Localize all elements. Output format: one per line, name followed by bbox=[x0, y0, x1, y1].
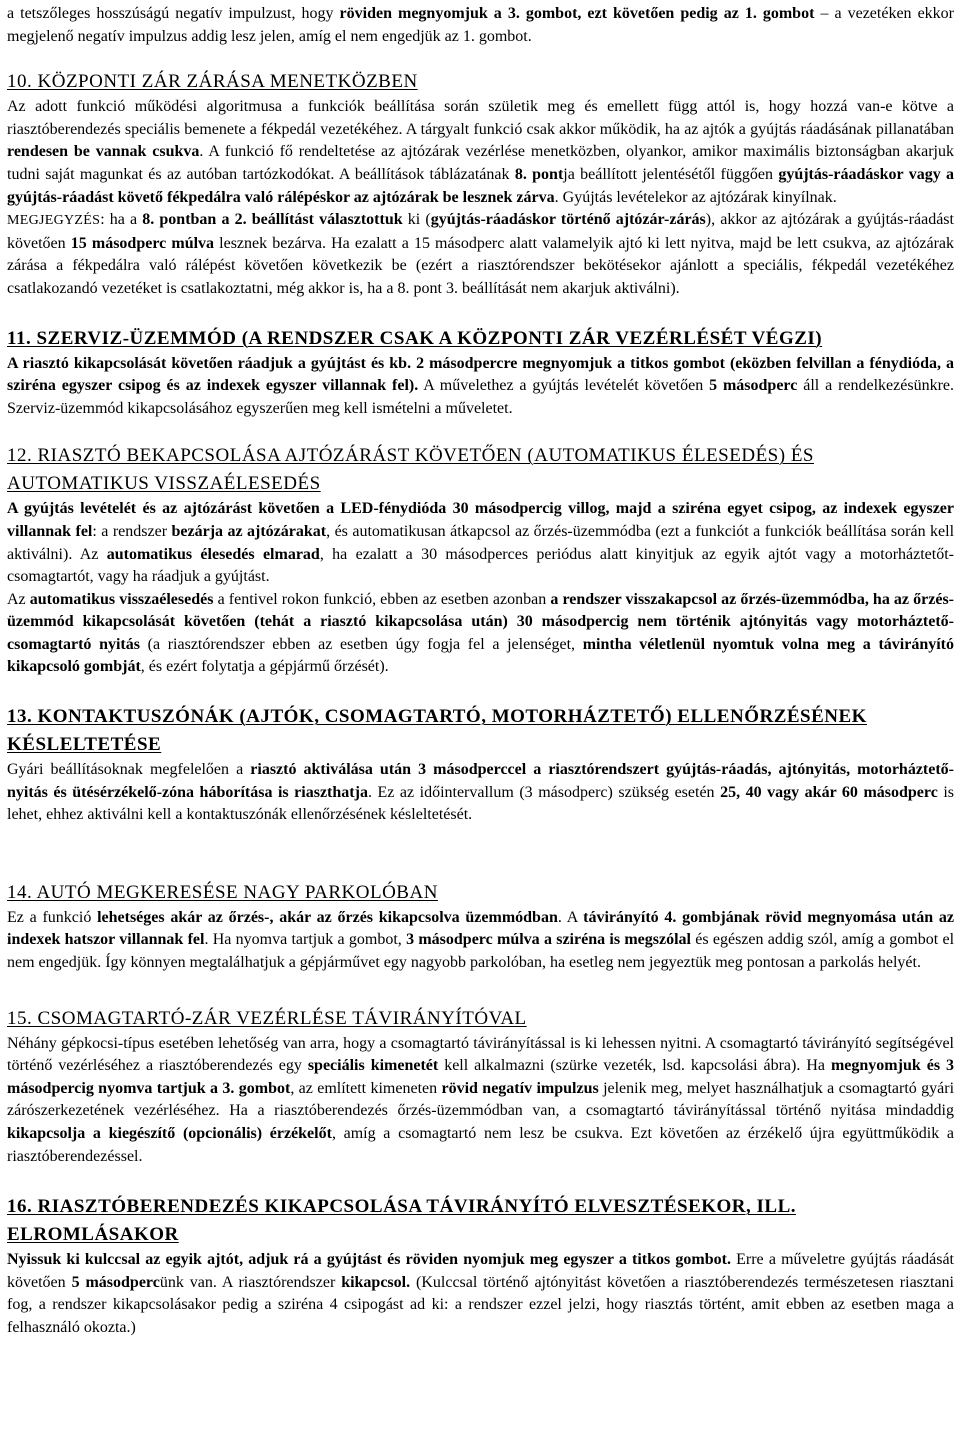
bold-text: lehetséges akár az őrzés-, akár az őrzés kikapcsolva üzemmódban bbox=[97, 908, 558, 926]
section-paragraph bbox=[7, 1033, 954, 1169]
text-run: . A bbox=[557, 908, 584, 926]
bold-text: A riasztó kikapcsolását követően ráadjuk a gyújtást és kb. 2 másodpercre megnyomjuk a titkos gombot (eközben felvillan a fénydióda, a sziréna egyszer csipog és az indexek egyszer villannak fel). bbox=[7, 354, 954, 395]
text-run: Ez a funkció bbox=[7, 908, 98, 926]
bold-text: kikapcsol. bbox=[341, 1273, 411, 1291]
text-run: . Ez az időintervallum (3 másodperc) szükség esetén bbox=[367, 783, 721, 801]
section-16-emergency-disarm bbox=[7, 1193, 954, 1339]
text-run: ki ( bbox=[402, 211, 431, 229]
text-run: a tetszőleges hosszúságú negatív impulzust, hogy bbox=[7, 5, 340, 22]
section-paragraph bbox=[7, 907, 954, 975]
text-run: A művelethez a gyújtás levételét követően bbox=[418, 377, 710, 395]
section-11-service-mode bbox=[7, 325, 954, 421]
section-heading: 11. SZERVIZ-ÜZEMMÓD (A RENDSZER CSAK A KÖZPONTI ZÁR VEZÉRLÉSÉT VÉGZI) bbox=[7, 327, 823, 349]
bold-text: bezárja az ajtózárakat bbox=[171, 522, 327, 540]
text-run: . Gyújtás levételekor az ajtózárak kinyílnak. bbox=[554, 188, 837, 206]
section-paragraph bbox=[7, 353, 954, 421]
text-run: kell alkalmazni (szürke vezeték, lsd. kapcsolási ábra). Ha bbox=[438, 1057, 831, 1075]
section-10-central-lock-while-driving bbox=[7, 68, 954, 300]
bold-text: Nyissuk ki kulccsal az egyik ajtót, adjuk rá a gyújtást és röviden nyomjuk meg egyszer a titkos gombot. bbox=[7, 1251, 731, 1269]
section-heading: 16. RIASZTÓBERENDEZÉS KIKAPCSOLÁSA TÁVIRÁNYÍTÓ ELVESZTÉSEKOR, ILL. ELROMLÁSAKOR bbox=[7, 1196, 797, 1246]
section-heading: 10. KÖZPONTI ZÁR ZÁRÁSA MENETKÖZBEN bbox=[7, 71, 418, 93]
text-run: , ha ezalatt a 30 másodperces periódus alatt kinyitjuk az egyik ajtót vagy a motorháztetőt-csomagtartót, vagy ha ráadjuk a gyújtást. bbox=[7, 545, 955, 586]
text-run: . A funkció fő rendeltetése az ajtózárak vezérlése menetközben, olyankor, amikor maximális biztonságban akarjuk tudni saját magunkat és az autóban tartózkodókat. A beállítások táblázatának bbox=[7, 143, 954, 183]
text-run: jelenik meg, melyet használhatjuk a csomagtartó gyári zárószerkezetének vezérléséhez. Ha a riasztóberendezés őrzés-üzemmódban van, a csomagtartó távirányítással történő nyitása mindaddig bbox=[7, 1079, 955, 1120]
text-run: Erre a műveletre gyújtás ráadását követően bbox=[7, 1251, 954, 1291]
bold-text: 25, 40 vagy akár 60 másodperc bbox=[720, 783, 938, 801]
text-run: Az adott funkció működési algoritmusa a funkciók beállítása során születik meg és emellett függ attól is, hogy hozzá van-e kötve a riasztóberendezés speciális bemenete a fékpedál vezetékéhez. A tárgyalt funkció csak akkor működik, ha az ajtók a gyújtás ráadásának pillanatában bbox=[7, 98, 954, 138]
section-13-contact-zone-delay bbox=[7, 703, 954, 827]
bold-text: távirányító 4. gombjának rövid megnyomása után az indexek hatszor villannak fel bbox=[7, 908, 954, 949]
bold-text: a rendszer visszakapcsol az őrzés-üzemmódba, ha az őrzés-üzemmód kikapcsolását követően (tehát a riasztó kikapcsolása után) 30 másodpercig nem történik ajtónyitás vagy motorháztető-csomagtartó nyitás bbox=[7, 590, 955, 653]
bold-text: kikapcsolja a kiegészítő (opcionális) érzékelőt bbox=[7, 1125, 332, 1142]
text-run: Gyári beállításoknak megfelelően a bbox=[7, 761, 251, 779]
text-run: Néhány gépkocsi-típus esetében lehetőség van arra, hogy a csomagtartó távirányítással is ki lehessen nyitni. A csomagtartó távirányító segítségével történő vezérléséhez a riasztóberendezés egy bbox=[7, 1034, 954, 1075]
bold-text: gyújtás-ráadáskor vagy a gyújtás-ráadást követő fékpedálra való rálépéskor az ajtózárak be lesznek zárva bbox=[7, 165, 955, 206]
section-heading: 12. RIASZTÓ BEKAPCSOLÁSA AJTÓZÁRÁST KÖVETŐEN (AUTOMATIKUS ÉLESEDÉS) ÉS AUTOMATIKUS VISSZAÉLESEDÉS bbox=[7, 445, 814, 495]
text-run: . Ha nyomva tartjuk a gombot, bbox=[204, 931, 407, 949]
text-run: , amíg a csomagtartó nem lesz be csukva. Ezt követően az érzékelő újra együttműködik a riasztóberendezéssel. bbox=[7, 1125, 955, 1165]
text-run: , és automatikusan átkapcsol az őrzés-üzemmódba (ezt a funkciót a funkciók beállítása során kell aktiválni). Az bbox=[7, 522, 955, 563]
text-run: ünk van. A riasztórendszer bbox=[159, 1273, 342, 1291]
section-heading: 15. CSOMAGTARTÓ-ZÁR VEZÉRLÉSE TÁVIRÁNYÍTÓVAL bbox=[7, 1007, 527, 1029]
text-run: lesznek bezárva. Ha ezalatt a 15 másodperc alatt valamelyik ajtó ki lett nyitva, majd be lett csukva, az ajtózárak zárása a fékpedálra való rálépést követően következik be (ezért a riasztórendszer bekötésekor ajánlott a speciális, fékpedál vezetékéhez csatlakozandó vezetéket is csatlakoztatni, még akkor is, ha a 8. pont 3. beállítását nem akarjuk aktiválni). bbox=[7, 234, 955, 297]
text-run: Az bbox=[7, 590, 30, 608]
text-run: : a rendszer bbox=[92, 522, 172, 540]
text-run: – a vezetéken ekkor megjelenő negatív impulzus addig lesz jelen, amíg el nem engedjük az 1. gombot. bbox=[7, 5, 955, 45]
bold-text: 3 másodperc múlva a sziréna is megszólal bbox=[406, 931, 691, 949]
text-run: ja beállított jelentésétől függően bbox=[563, 165, 779, 183]
section-paragraph bbox=[7, 589, 954, 679]
text-run: (Kulccsal történő ajtónyitást követően a riasztóberendezés természetesen riasztani fog, a rendszer kikapcsolásakor pedig a sziréna 4 csipogást ad ki: a rendszer ezzel jelzi, hogy riasztás történt, amit ebben az esetben maga a felhasználó okozta.) bbox=[7, 1273, 954, 1336]
section-heading: 14. AUTÓ MEGKERESÉSE NAGY PARKOLÓBAN bbox=[7, 881, 438, 903]
text-run: és egészen addig szól, amíg a gombot el nem engedjük. Így könnyen megtalálhatjuk a gépjárművet egy nagyobb parkolóban, ha esetleg nem jegyeztük meg pontosan a parkolás helyét. bbox=[7, 931, 955, 972]
text-run: : ha a bbox=[100, 211, 143, 229]
note-paragraph bbox=[7, 209, 954, 300]
section-14-car-finder bbox=[7, 879, 954, 975]
intro-paragraph bbox=[7, 3, 954, 48]
bold-text: 8. pont bbox=[514, 165, 564, 183]
section-paragraph bbox=[7, 96, 954, 209]
bold-text: rendesen be vannak csukva bbox=[7, 143, 200, 161]
note-label: MEGJEGYZÉS bbox=[7, 213, 101, 229]
text-run: ), akkor az ajtózárak a gyújtás-ráadást követően bbox=[7, 211, 954, 252]
bold-text: automatikus élesedés elmarad bbox=[106, 545, 320, 563]
section-paragraph bbox=[7, 1249, 954, 1339]
bold-text: 5 másodperc bbox=[709, 377, 798, 395]
section-15-trunk-release bbox=[7, 1005, 954, 1169]
text-run: , az említett kimeneten bbox=[290, 1079, 442, 1097]
text-run: is lehet, ehhez aktiválni kell a kontaktuszónák ellenőrzésének késleltetését. bbox=[7, 783, 955, 824]
bold-text: röviden megnyomjuk a 3. gombot, ezt követően pedig az 1. gombot bbox=[339, 5, 815, 22]
bold-text: rövid negatív impulzus bbox=[441, 1079, 599, 1097]
bold-text: gyújtás-ráadáskor történő ajtózár-zárás bbox=[430, 211, 706, 229]
bold-text: automatikus visszaélesedés bbox=[29, 590, 214, 608]
bold-text: 5 másodperc bbox=[71, 1273, 160, 1291]
section-paragraph bbox=[7, 498, 954, 588]
section-paragraph bbox=[7, 759, 954, 827]
section-12-automatic-arming bbox=[7, 442, 954, 679]
bold-text: 8. pontban a 2. beállítást választottuk bbox=[142, 211, 403, 229]
bold-text: megnyomjuk és 3 másodpercig nyomva tartjuk a 3. gombot bbox=[7, 1057, 955, 1097]
text-run: áll a rendelkezésünkre. Szerviz-üzemmód kikapcsolásához egyszerűen meg kell ismételni a műveletet. bbox=[7, 377, 955, 417]
bold-text: 15 másodperc múlva bbox=[70, 234, 215, 252]
text-run: a fentivel rokon funkció, ebben az esetben azonban bbox=[213, 590, 551, 608]
text-run: , és ezért folytatja a gépjármű őrzését). bbox=[140, 658, 389, 676]
text-run: (a riasztórendszer ebben az esetben úgy fogja fel a jelenséget, bbox=[139, 635, 583, 653]
bold-text: mintha véletlenül nyomtuk volna meg a távirányító kikapcsoló gombját bbox=[7, 635, 955, 676]
bold-text: speciális kimenetét bbox=[307, 1057, 439, 1075]
bold-text: riasztó aktiválása után 3 másodperccel a riasztórendszert gyújtás-ráadás, ajtónyitás, motorháztető-nyitás és ütésérzékelő-zóna háborítása is riaszthatja bbox=[7, 761, 955, 801]
section-heading: 13. KONTAKTUSZÓNÁK (AJTÓK, CSOMAGTARTÓ, MOTORHÁZTETŐ) ELLENŐRZÉSÉNEK KÉSLELTETÉSE bbox=[7, 706, 867, 756]
bold-text: A gyújtás levételét és az ajtózárást követően a LED-fénydióda 30 másodpercig villog, majd a sziréna egyet csipog, az indexek egyszer villannak fel bbox=[7, 500, 954, 540]
